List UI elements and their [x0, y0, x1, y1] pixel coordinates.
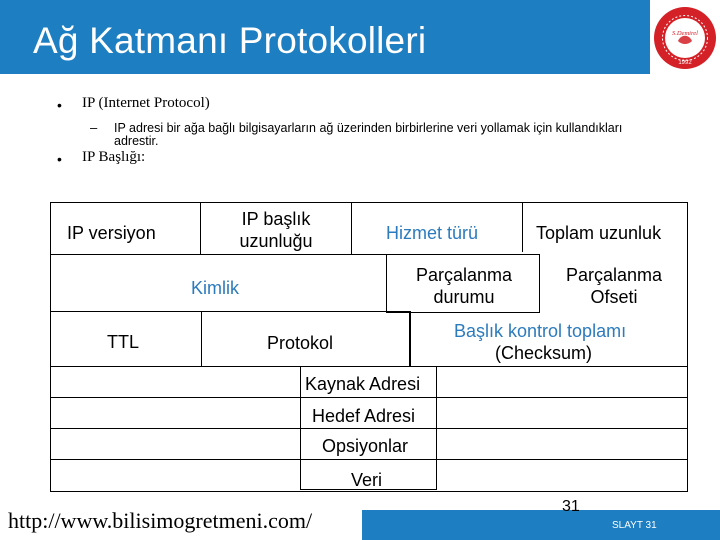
- destination-address-label: Hedef Adresi: [312, 406, 416, 426]
- bullet-ip-protocol: IP (Internet Protocol): [82, 95, 210, 111]
- frag-state-label: Parçalanma durumu: [415, 265, 513, 307]
- slide-label: SLAYT 31: [612, 520, 657, 531]
- logo-year: 1992: [678, 60, 692, 66]
- university-logo-icon: [652, 1, 718, 75]
- checksum-sub-label: (Checksum): [495, 343, 593, 363]
- source-address-label: Kaynak Adresi: [305, 374, 421, 394]
- data-label: Veri: [351, 470, 383, 490]
- bullet-ip-header: IP Başlığı:: [82, 149, 146, 165]
- total-length-label: Toplam uzunluk: [536, 223, 662, 243]
- logo-signature: S.Demirel: [672, 30, 698, 37]
- checksum-label: Başlık kontrol toplamı: [454, 321, 627, 341]
- ttl-label: TTL: [107, 332, 140, 352]
- divider-line: [50, 428, 688, 429]
- ip-header-diagram: [50, 202, 688, 492]
- sub-bullet-marker: –: [90, 120, 98, 135]
- bullet-marker: •: [57, 151, 62, 167]
- bullet-marker: •: [57, 97, 62, 113]
- identity-label: Kimlik: [191, 278, 239, 298]
- frag-offset-label: Parçalanma Ofseti: [565, 265, 663, 307]
- footer-url-link[interactable]: http://www.bilisimogretmeni.com/: [8, 508, 313, 533]
- header-length-label: IP başlık uzunluğu: [239, 209, 313, 251]
- service-type-label: Hizmet türü: [386, 223, 479, 243]
- options-label: Opsiyonlar: [322, 436, 409, 456]
- sub-bullet-ip-definition: IP adresi bir ağa bağlı bilgisayarların ağ üzerinden birbirlerine veri yollamak için kullandıkları adrestir.: [114, 121, 623, 148]
- divider-line: [522, 202, 523, 252]
- protocol-label: Protokol: [267, 333, 334, 353]
- title-bar: [0, 0, 720, 74]
- page-number: 31: [562, 498, 580, 515]
- slide-title: Ağ Katmanı Protokolleri: [33, 20, 427, 61]
- ip-version-label: IP versiyon: [67, 223, 156, 243]
